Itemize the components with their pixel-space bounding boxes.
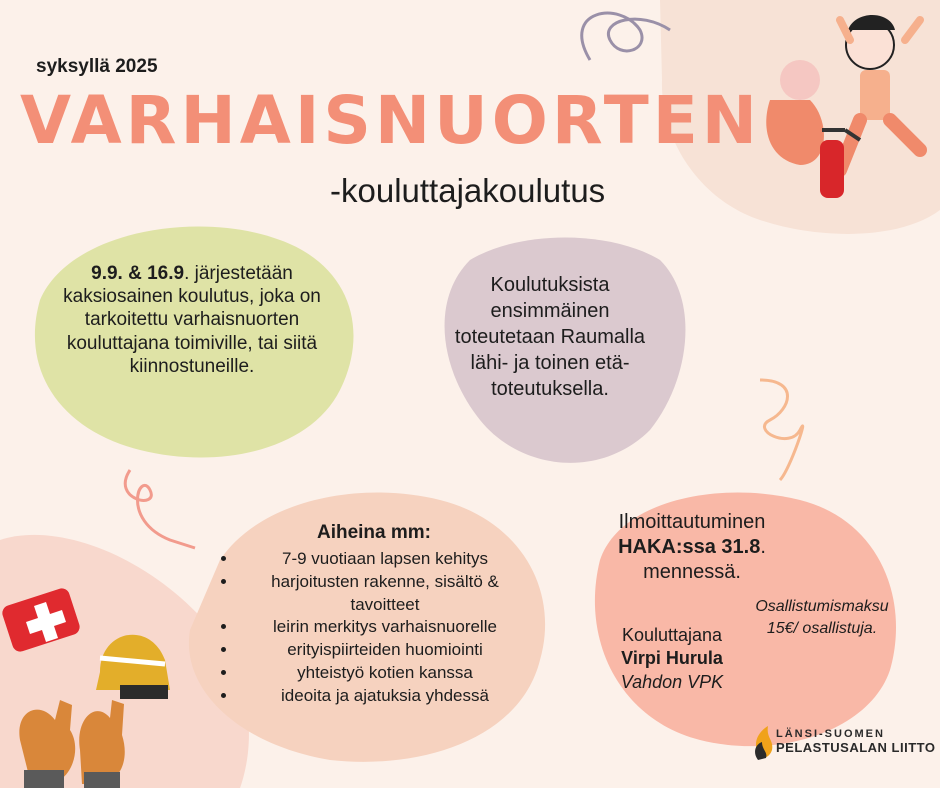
format-text: Koulutuksista ensimmäinen toteutetaan Raumalla lähi- ja toinen etä-toteutuksella.	[454, 274, 646, 400]
logo-line1: LÄNSI-SUOMEN	[776, 728, 885, 740]
registration-deadline: HAKA:ssa 31.8	[618, 536, 761, 558]
page-subtitle: -kouluttajakoulutus	[330, 172, 606, 209]
squiggle-arrow-right	[760, 380, 803, 480]
list-item: • leirin merkitys varhaisnuorelle	[238, 616, 532, 639]
topics-section	[216, 520, 532, 708]
list-item: • ideoita ja ajatuksia yhdessä	[238, 685, 532, 708]
list-item: • harjoitusten rakenne, sisältö & tavoitteet	[238, 571, 532, 617]
fee-label: Osallistumismaksu	[755, 598, 889, 615]
intro-text	[36, 262, 348, 378]
fee-text	[724, 596, 920, 639]
topics-heading: Aiheina mm:	[316, 522, 432, 543]
trainer-label: Kouluttajana	[621, 625, 723, 645]
trainer-name: Virpi Hurula	[621, 648, 723, 669]
season-label: syksyllä 2025	[36, 56, 158, 77]
organization-logo	[754, 728, 935, 755]
intro-body: . järjestetään kaksiosainen koulutus, joka on tarkoitettu varhaisnuorten kouluttajana toimiville, tai siitä kiinnostuneille.	[63, 263, 321, 377]
page-title: VARHAISNUORTEN	[20, 82, 762, 159]
fee-amount: 15€/ osallistuja.	[766, 619, 878, 637]
squiggle-arrow-top	[582, 13, 670, 60]
squiggle-arrow-middle	[125, 470, 195, 548]
topics-list	[216, 548, 532, 709]
intro-dates: 9.9. & 16.9	[91, 263, 185, 284]
list-item: • erityispiirteiden huomiointi	[238, 639, 532, 662]
trainer-text	[592, 624, 752, 694]
registration-line1: Ilmoittautuminen	[618, 511, 766, 533]
list-item: • 7-9 vuotiaan lapsen kehitys	[238, 548, 532, 571]
logo-line2: PELASTUSALAN LIITTO	[776, 740, 936, 755]
list-item: • yhteistyö kotien kanssa	[238, 662, 532, 685]
trainer-org: Vahdon VPK	[620, 671, 724, 692]
registration-text: Ilmoittautuminen HAKA:ssa 31.8. mennessä.	[584, 510, 800, 585]
registration-line3: mennessä.	[643, 561, 741, 583]
